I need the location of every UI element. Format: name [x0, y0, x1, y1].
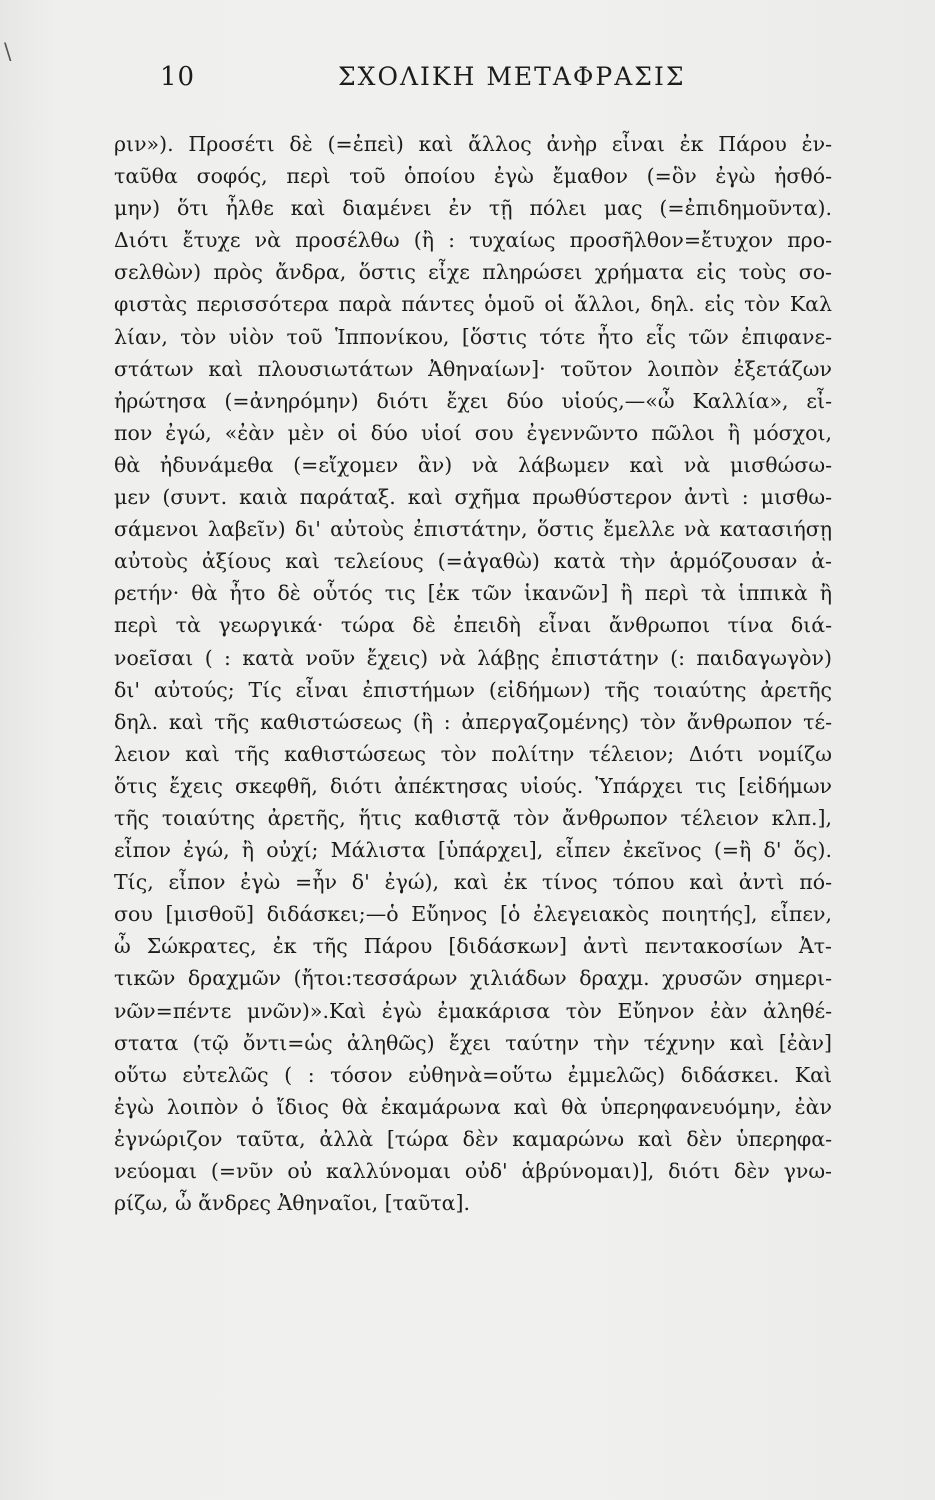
text-line: περὶ τὰ γεωργικά· τώρα δὲ ἐπειδὴ εἶναι ἄνθρωποι τίνα διά-: [114, 613, 832, 638]
text-line: ριν»). Προσέτι δὲ (=ἐπεὶ) καὶ ἄλλος ἀνὴρ εἶναι ἐκ Πάρου ἐν-: [114, 132, 832, 156]
text-line: τικῶν δραχμῶν (ἤτοι:τεσσάρων χιλιάδων δραχμ. χρυσῶν σημερι-: [114, 966, 832, 991]
text-line: σελθὼν) πρὸς ἄνδρα, ὅστις εἶχε πληρώσει χρήματα εἰς τοὺς σο-: [114, 260, 832, 285]
running-title: ΣΧΟΛΙΚΗ ΜΕΤΑΦΡΑΣΙΣ: [338, 62, 686, 91]
text-line: φιστὰς περισσότερα παρὰ πάντες ὁμοῦ οἱ ἄλλοι, δηλ. εἰς τὸν Καλ: [114, 292, 832, 317]
text-line: στάτων καὶ πλουσιωτάτων Ἀθηναίων]· τοῦτον λοιπὸν ἐξετάζων: [114, 356, 832, 381]
text-line: ὅτις ἔχεις σκεφθῆ, διότι ἀπέκτησας υἱούς. Ὑπάρχει τις [εἰδήμων: [114, 773, 832, 798]
text-line: ρετήν· θὰ ἦτο δὲ οὗτός τις [ἐκ τῶν ἱκανῶν] ἢ περὶ τὰ ἱππικὰ ἢ: [114, 581, 832, 606]
text-line: τῆς τοιαύτης ἀρετῆς, ἥτις καθιστᾷ τὸν ἄνθρωπον τέλειον κλπ.],: [114, 805, 832, 830]
text-line: εἶπον ἐγώ, ἢ οὐχί; Μάλιστα [ὑπάρχει], εἶπεν ἐκεῖνος (=ἢ δ' ὅς).: [114, 838, 832, 863]
text-line: ὦ Σώκρατες, ἐκ τῆς Πάρου [διδάσκων] ἀντὶ πεντακοσίων Ἀτ-: [114, 934, 832, 959]
text-line: πον ἐγώ, «ἐὰν μὲν οἱ δύο υἱοί σου ἐγεννῶντο πῶλοι ἢ μόσχοι,: [114, 420, 832, 445]
text-line: νοεῖσαι ( : κατὰ νοῦν ἔχεις) νὰ λάβῃς ἐπιστάτην (: παιδαγωγὸν): [114, 645, 832, 670]
text-line: μεν (συντ. καιὰ παράταξ. καὶ σχῆμα πρωθύστερον ἀντὶ : μισθω-: [114, 485, 832, 510]
text-line: σου [μισθοῦ] διδάσκει;—ὁ Εὔηνος [ὁ ἐλεγειακὸς ποιητής], εἶπεν,: [114, 902, 832, 927]
text-line: νῶν=πέντε μνῶν)».Καὶ ἐγὼ ἐμακάρισα τὸν Εὔηνον ἐὰν ἀληθέ-: [114, 998, 832, 1023]
text-line: σάμενοι λαβεῖν) δι' αὐτοὺς ἐπιστάτην, ὅστις ἔμελλε νὰ κατασιήσῃ: [114, 517, 832, 542]
page-number: 10: [160, 62, 196, 92]
text-line: δι' αὐτούς; Τίς εἶναι ἐπιστήμων (εἰδήμων) τῆς τοιαύτης ἀρετῆς: [114, 677, 832, 702]
text-line: λειον καὶ τῆς καθιστώσεως τὸν πολίτην τέλειον; Διότι νομίζω: [114, 741, 832, 766]
text-line: στατα (τῷ ὄντι=ὡς ἀληθῶς) ἔχει ταύτην τὴν τέχνην καὶ [ἐὰν]: [114, 1030, 832, 1055]
text-line: ἠρώτησα (=ἀνηρόμην) διότι ἔχει δύο υἱούς,—«ὦ Καλλία», εἶ-: [114, 388, 832, 413]
text-line: ἐγὼ λοιπὸν ὁ ἴδιος θὰ ἐκαμάρωνα καὶ θὰ ὑπερηφανευόμην, ἐὰν: [114, 1094, 832, 1119]
text-line: λίαν, τὸν υἱὸν τοῦ Ἱππονίκου, [ὅστις τότε ἦτο εἷς τῶν ἐπιφανε-: [114, 324, 832, 349]
text-line: ρίζω, ὦ ἄνδρες Ἀθηναῖοι, [ταῦτα].: [114, 1191, 471, 1216]
text-line: οὕτω εὐτελῶς ( : τόσον εὐθηνὰ=οὕτω ἐμμελῶς) διδάσκει. Καὶ: [114, 1062, 832, 1087]
edge-mark: \: [4, 40, 12, 65]
body-text: [114, 128, 832, 1219]
text-line: νεύομαι (=νῦν οὐ καλλύνομαι οὐδ' ἁβρύνομαι)], διότι δὲν γνω-: [114, 1159, 832, 1183]
text-line: αὐτοὺς ἀξίους καὶ τελείους (=ἀγαθὼ) κατὰ τὴν ἁρμόζουσαν ἀ-: [114, 549, 832, 574]
text-line: Τίς, εἶπον ἐγὼ =ἦν δ' ἐγώ), καὶ ἐκ τίνος τόπου καὶ ἀντὶ πό-: [114, 870, 832, 895]
text-line: θὰ ἠδυνάμεθα (=εἴχομεν ἂν) νὰ λάβωμεν καὶ νὰ μισθώσω-: [114, 452, 832, 477]
text-line: ταῦθα σοφός, περὶ τοῦ ὁποίου ἐγὼ ἔμαθον (=ὃν ἐγὼ ἠσθό-: [114, 164, 832, 189]
text-line: ἐγνώριζον ταῦτα, ἀλλὰ [τώρα δὲν καμαρώνω καὶ δὲν ὑπερηφα-: [114, 1126, 832, 1151]
text-line: Διότι ἔτυχε νὰ προσέλθω (ἢ : τυχαίως προσῆλθον=ἔτυχον προ-: [114, 228, 832, 253]
page-header: [160, 62, 760, 102]
text-line: δηλ. καὶ τῆς καθιστώσεως (ἢ : ἀπεργαζομένης) τὸν ἄνθρωπον τέ-: [114, 709, 832, 734]
text-line: μην) ὅτι ἦλθε καὶ διαμένει ἐν τῇ πόλει μας (=ἐπιδημοῦντα).: [114, 196, 832, 221]
